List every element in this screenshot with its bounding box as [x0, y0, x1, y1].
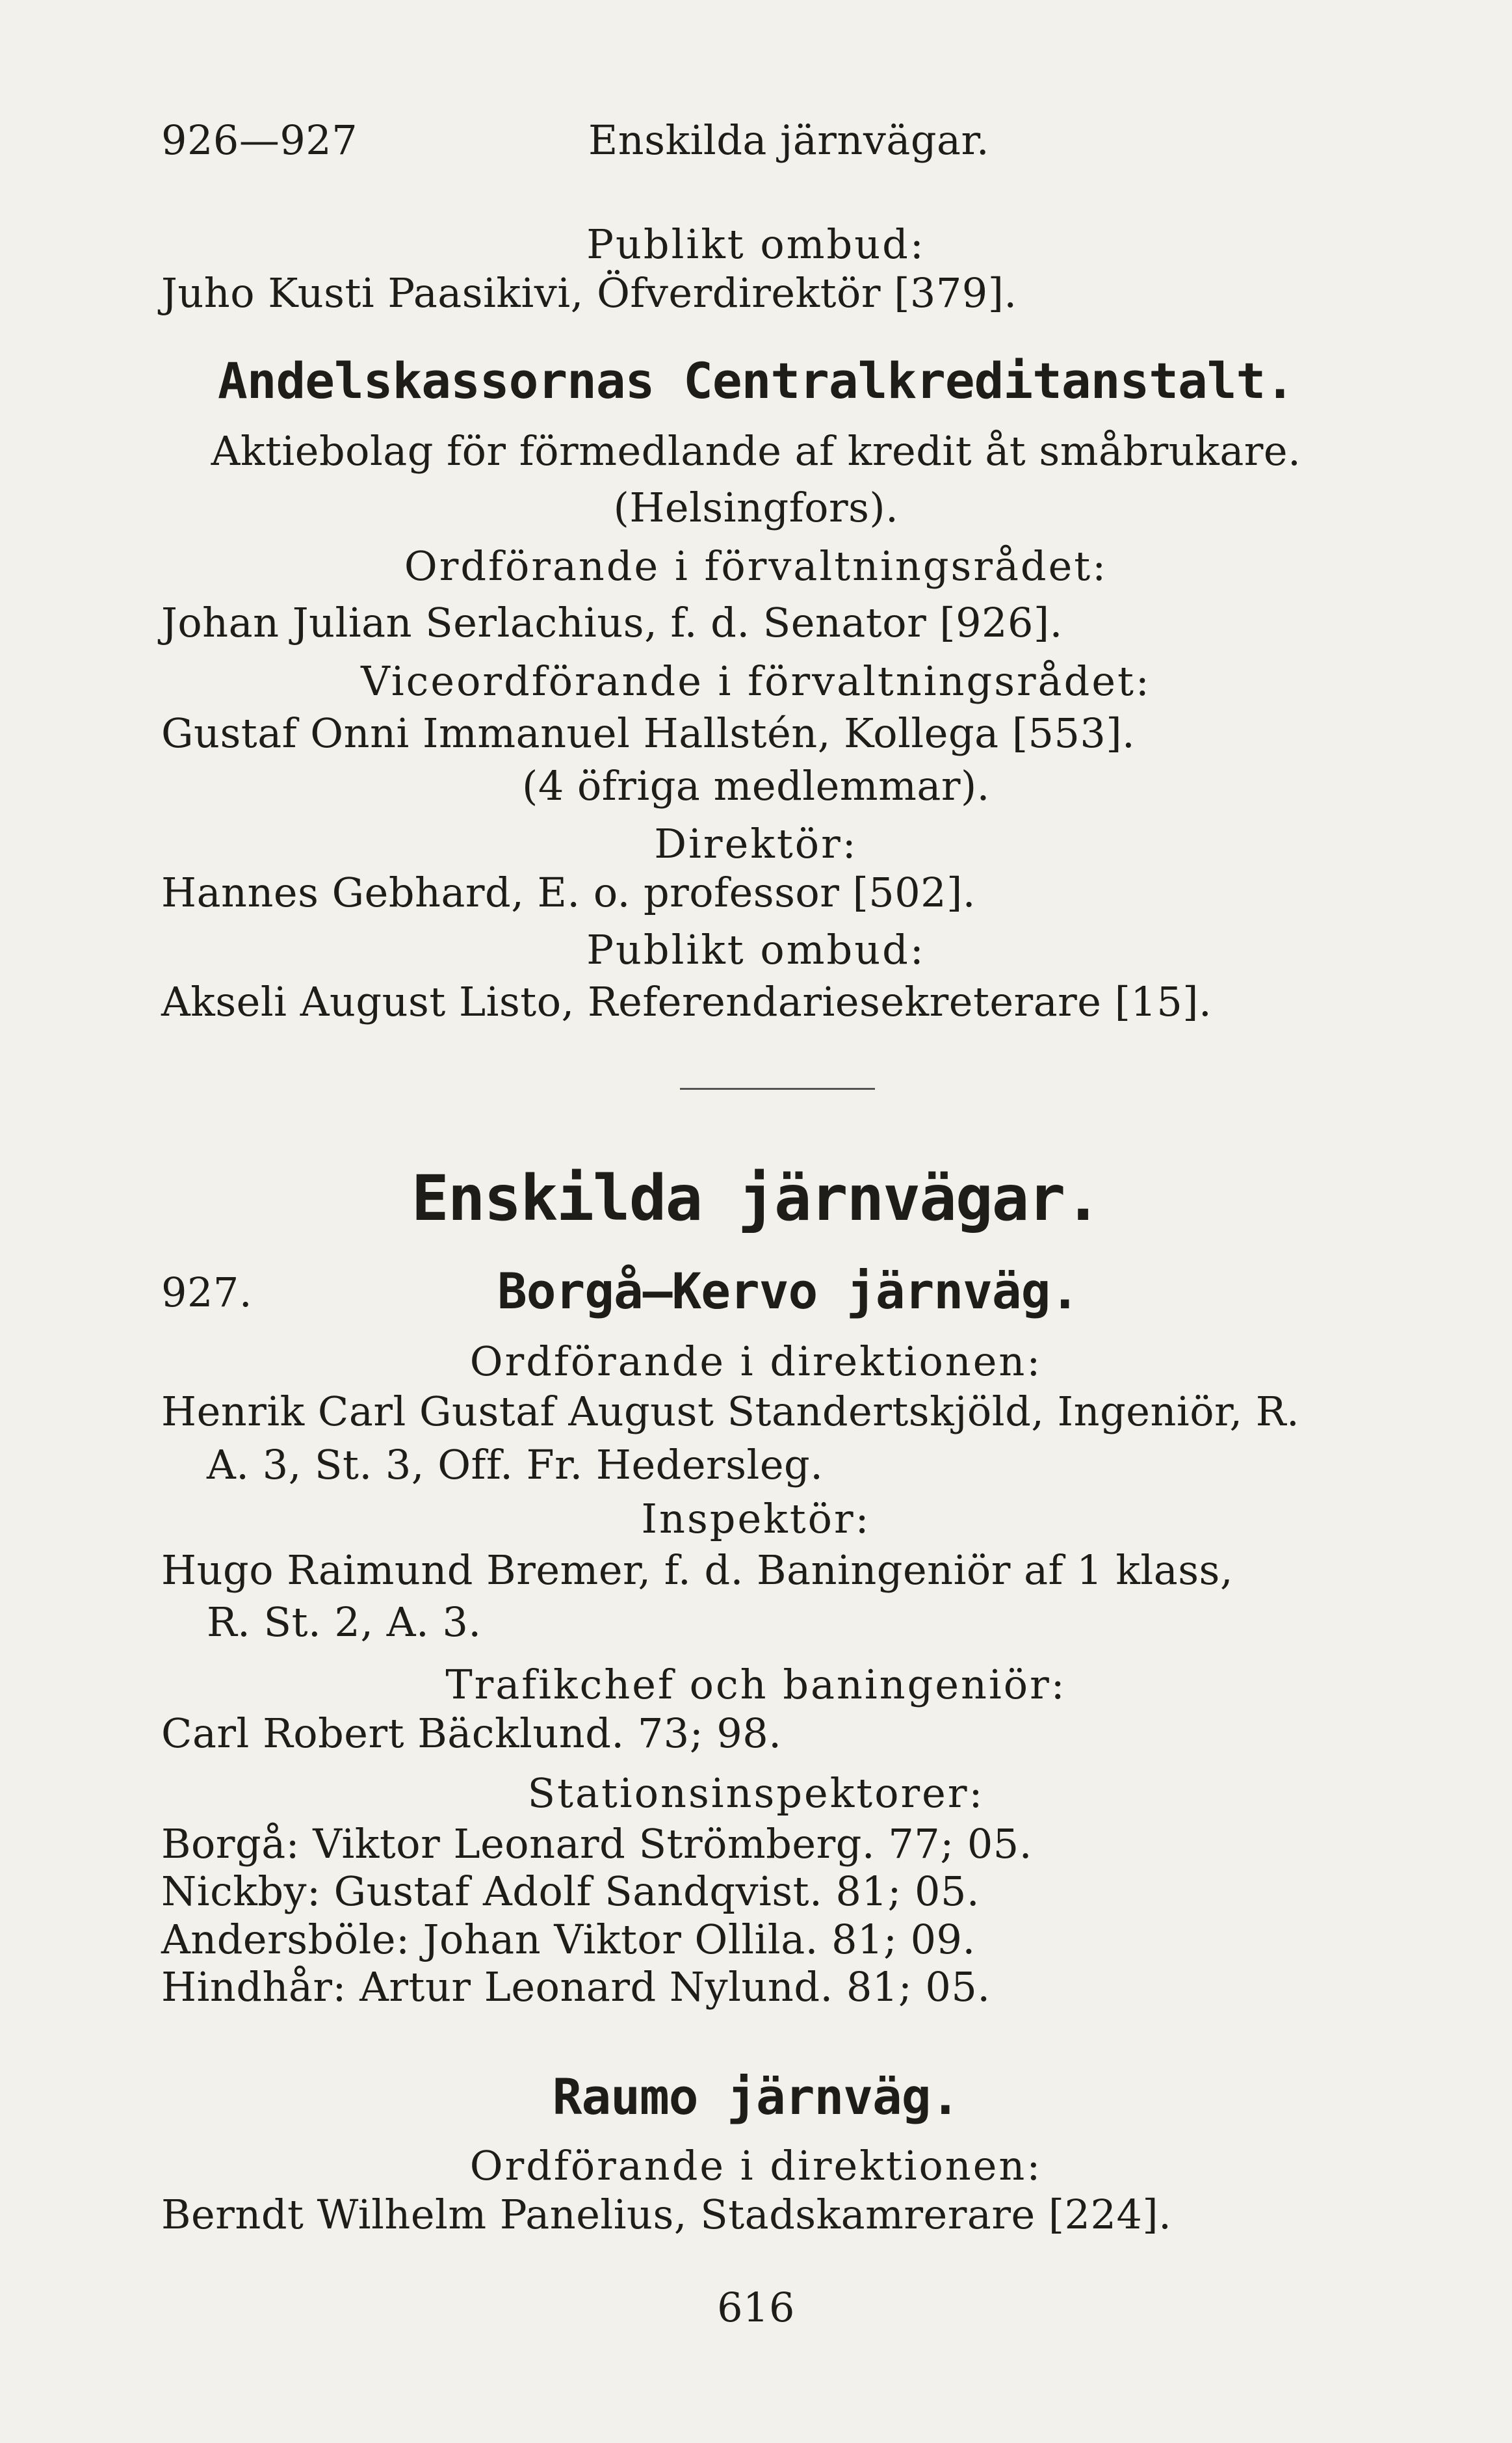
- inspector-line-2: R. St. 2, A. 3.: [207, 1598, 482, 1646]
- station-entry: Andersböle: Johan Viktor Ollila. 81; 09.: [161, 1916, 976, 1963]
- label-ordforande-direktionen-2: Ordförande i direktionen:: [469, 2142, 1043, 2189]
- chair-entry: Johan Julian Serlachius, f. d. Senator [926].: [161, 599, 1063, 646]
- label-ordforande: Ordförande i förvaltningsrådet:: [404, 542, 1108, 590]
- entry-number: 927.: [161, 1269, 253, 1316]
- inspector-line-1: Hugo Raimund Bremer, f. d. Baningeniör af 1 klass,: [161, 1546, 1234, 1594]
- page-number: 616: [717, 2284, 795, 2331]
- traffic-entry: Carl Robert Bäcklund. 73; 98.: [161, 1710, 782, 1757]
- others-note: (4 öfriga medlemmar).: [522, 762, 990, 810]
- vice-entry: Gustaf Onni Immanuel Hallstén, Kollega [553].: [161, 709, 1136, 757]
- ombud-entry: Juho Kusti Paasikivi, Öfverdirektör [379].: [161, 269, 1017, 317]
- director-entry: Hannes Gebhard, E. o. professor [502].: [161, 869, 976, 916]
- section-subtitle: Aktiebolag för förmedlande af kredit åt småbrukare.: [211, 427, 1301, 475]
- label-viceordforande: Viceordförande i förvaltningsrådet:: [361, 657, 1151, 705]
- page-range: 926—927: [161, 116, 358, 164]
- station-entry: Borgå: Viktor Leonard Strömberg. 77; 05.: [161, 1820, 1032, 1868]
- label-publikt-ombud: Publikt ombud:: [586, 220, 926, 268]
- running-title: Enskilda järnvägar.: [588, 116, 990, 164]
- label-ordforande-direktionen: Ordförande i direktionen:: [469, 1338, 1043, 1385]
- section-city: (Helsingfors).: [613, 484, 899, 531]
- railway-heading-2: Raumo järnväg.: [552, 2068, 960, 2126]
- railway-heading: Borgå—Kervo järnväg.: [497, 1262, 1080, 1320]
- label-stationsinspektorer: Stationsinspektorer:: [527, 1769, 985, 1817]
- station-entry: Hindhår: Artur Leonard Nylund. 81; 05.: [161, 1963, 991, 2011]
- label-inspektor: Inspektör:: [641, 1495, 871, 1542]
- label-trafikchef: Trafikchef och baningeniör:: [445, 1661, 1067, 1708]
- chair-line-2: A. 3, St. 3, Off. Fr. Hedersleg.: [207, 1441, 824, 1488]
- section-title: Enskilda järnvägar.: [411, 1162, 1101, 1235]
- chair-line-1: Henrik Carl Gustaf August Standertskjöld, Ingeniör, R.: [161, 1388, 1300, 1435]
- raumo-chair-entry: Berndt Wilhelm Panelius, Stadskamrerare [224].: [161, 2191, 1172, 2238]
- label-direktor: Direktör:: [654, 820, 858, 867]
- ombud-entry-2: Akseli August Listo, Referendariesekreterare [15].: [161, 978, 1212, 1025]
- station-entry: Nickby: Gustaf Adolf Sandqvist. 81; 05.: [161, 1868, 980, 1915]
- section-heading: Andelskassornas Centralkreditanstalt.: [218, 352, 1294, 410]
- label-publikt-ombud-2: Publikt ombud:: [586, 926, 926, 973]
- divider-rule: [680, 1088, 875, 1090]
